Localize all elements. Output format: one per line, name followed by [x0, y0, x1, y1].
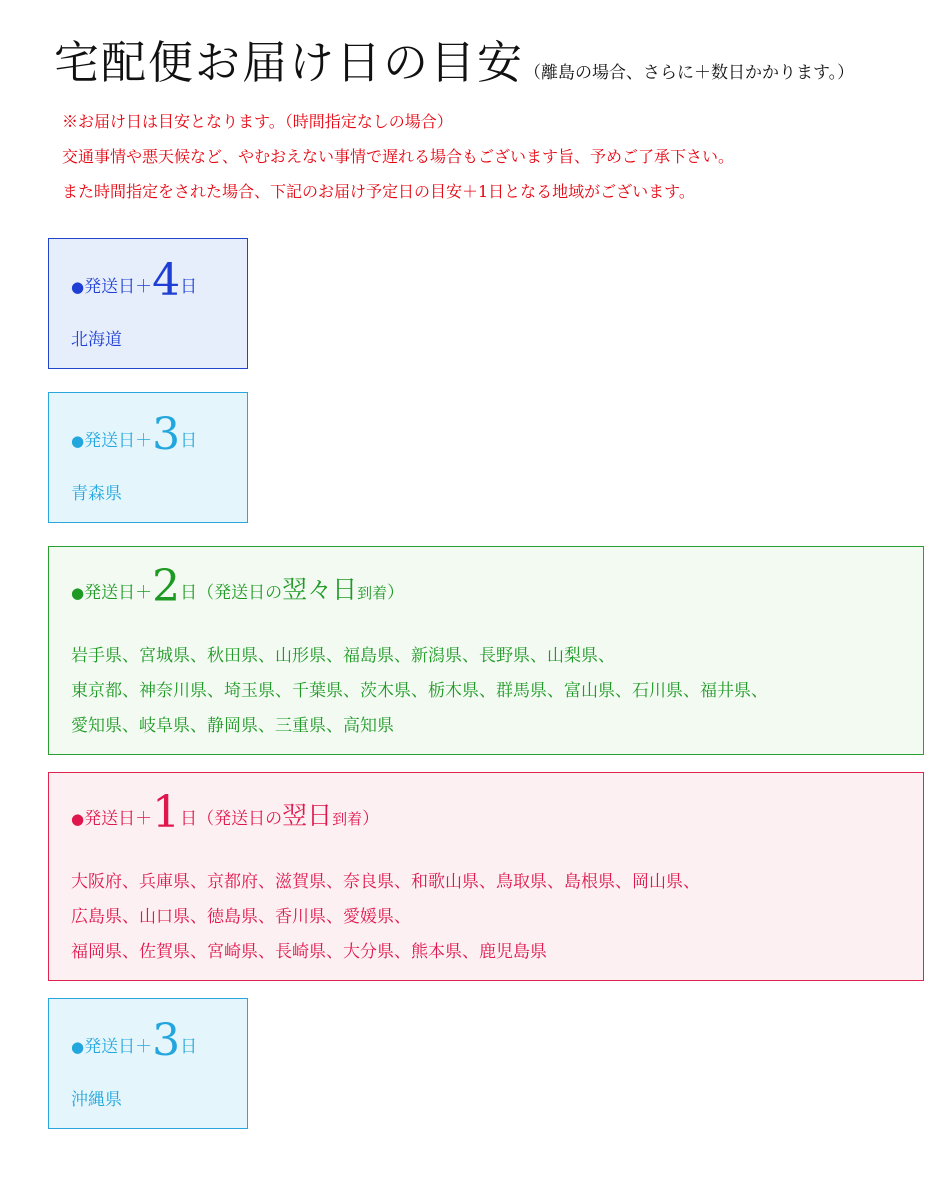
area-line: 大阪府、兵庫県、京都府、滋賀県、奈良県、和歌山県、鳥取県、島根県、岡山県、	[71, 872, 700, 892]
notice-line: 交通事情や悪天候など、やむおえない事情で遅れる場合もございます旨、予めご了承下さい。	[62, 147, 735, 166]
delivery-box-plus-1	[48, 772, 924, 981]
area-list	[71, 865, 700, 970]
bullet-icon: ●	[71, 278, 85, 296]
delivery-heading	[71, 255, 198, 306]
page-title-sub: （離島の場合、さらに＋数日かかります。）	[524, 63, 855, 83]
area-list	[71, 323, 122, 358]
delivery-box-plus-3-okinawa	[48, 998, 248, 1129]
delivery-notice	[62, 104, 734, 209]
bullet-icon: ●	[71, 1038, 85, 1056]
notice-line: ※お届け日は目安となります。（時間指定なしの場合）	[62, 112, 453, 131]
heading-label: 発送日＋	[84, 1037, 153, 1057]
heading-unit: 日	[180, 277, 198, 297]
page-title	[54, 26, 854, 91]
area-line: 岩手県、宮城県、秋田県、山形県、福島県、新潟県、長野県、山梨県、	[71, 646, 615, 666]
delivery-box-plus-3-aomori	[48, 392, 248, 523]
area-line: 愛知県、岐阜県、静岡県、三重県、高知県	[71, 716, 394, 736]
area-line: 福岡県、佐賀県、宮崎県、長崎県、大分県、熊本県、鹿児島県	[71, 942, 547, 962]
delivery-heading	[71, 409, 198, 460]
delivery-heading	[71, 1015, 198, 1066]
bullet-icon: ●	[71, 810, 85, 828]
heading-days: 2	[152, 561, 181, 612]
page-title-main: 宅配便お届け日の目安	[54, 36, 525, 89]
heading-unit: 日	[180, 431, 198, 451]
heading-unit: 日	[180, 583, 198, 603]
delivery-heading	[71, 787, 380, 838]
area-line: 北海道	[71, 330, 122, 350]
heading-note-open: （発送日の	[197, 583, 283, 603]
heading-note-close: ）	[387, 583, 405, 603]
heading-days: 3	[152, 409, 181, 460]
area-line: 沖縄県	[71, 1090, 122, 1110]
heading-note-arrival: 到着	[332, 810, 363, 828]
heading-note-close: ）	[362, 809, 380, 829]
heading-label: 発送日＋	[84, 809, 153, 829]
heading-unit: 日	[180, 1037, 198, 1057]
heading-days: 4	[152, 255, 181, 306]
area-line: 東京都、神奈川県、埼玉県、千葉県、茨木県、栃木県、群馬県、富山県、石川県、福井県、	[71, 681, 768, 701]
area-line: 青森県	[71, 484, 122, 504]
heading-label: 発送日＋	[84, 431, 153, 451]
heading-note-open: （発送日の	[197, 809, 283, 829]
bullet-icon: ●	[71, 584, 85, 602]
heading-label: 発送日＋	[84, 277, 153, 297]
heading-note-arrival: 到着	[357, 584, 388, 602]
bullet-icon: ●	[71, 432, 85, 450]
delivery-box-plus-4	[48, 238, 248, 369]
delivery-box-plus-2	[48, 546, 924, 755]
notice-line: また時間指定をされた場合、下記のお届け予定日の目安＋1日となる地域がございます。	[62, 182, 695, 201]
area-list	[71, 639, 768, 744]
heading-unit: 日	[180, 809, 198, 829]
heading-days: 1	[152, 787, 181, 838]
area-line: 広島県、山口県、徳島県、香川県、愛媛県、	[71, 907, 411, 927]
delivery-heading	[71, 561, 405, 612]
heading-note-emphasis: 翌々日	[282, 575, 358, 604]
area-list	[71, 477, 122, 512]
heading-label: 発送日＋	[84, 583, 153, 603]
heading-days: 3	[152, 1015, 181, 1066]
area-list	[71, 1083, 122, 1118]
heading-note-emphasis: 翌日	[282, 801, 333, 830]
